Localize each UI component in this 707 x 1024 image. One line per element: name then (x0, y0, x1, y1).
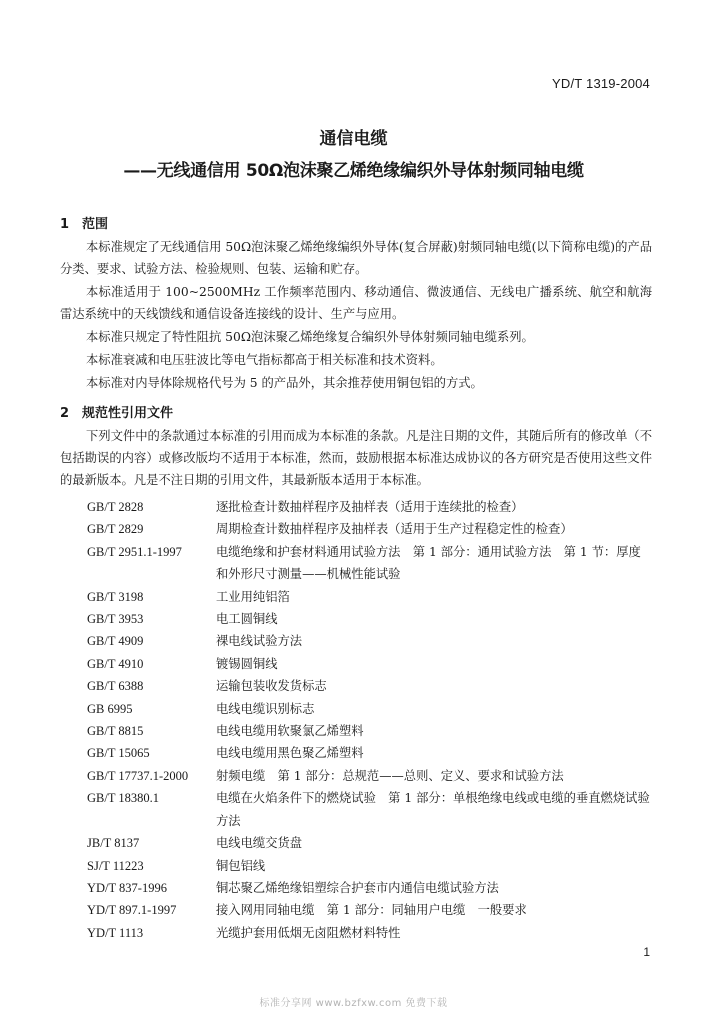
reference-item (87, 518, 653, 540)
reference-code: GB/T 4910 (87, 656, 144, 671)
reference-code: YD/T 1113 (87, 925, 144, 940)
reference-title: 周期检查计数抽样程序及抽样表（适用于生产过程稳定性的检查） (216, 522, 573, 537)
reference-item (87, 922, 653, 944)
reference-code: GB/T 6388 (87, 679, 144, 694)
reference-title: 逐批检查计数抽样程序及抽样表（适用于连续批的检查） (216, 500, 524, 514)
reference-code: GB/T 8815 (87, 724, 144, 739)
reference-code: JB/T 8137 (87, 836, 140, 851)
reference-code: GB/T 18380.1 (87, 791, 159, 806)
section-1-paragraph-1: 本标准规定了无线通信用 50Ω泡沫聚乙烯绝缘编织外导体(复合屏蔽)射频同轴电缆(以下简称电缆)的产品分类、要求、试验方法、检验规则、包装、运输和贮存。 (60, 240, 652, 276)
reference-list (87, 496, 653, 944)
reference-code: GB/T 2828 (87, 500, 144, 514)
watermark: 标准分享网 www.bzfxw.com 免费下载 (259, 998, 448, 1009)
reference-title: 电缆在火焰条件下的燃烧试验 第 1 部分：单根绝缘电线或电缆的垂直燃烧试验方法 (216, 791, 650, 828)
reference-item (87, 698, 653, 720)
reference-title: 电工圆铜线 (216, 612, 278, 627)
reference-title: 铜芯聚乙烯绝缘铝塑综合护套市内通信电缆试验方法 (216, 880, 499, 895)
section-1-paragraph-3: 本标准只规定了特性阻抗 50Ω泡沫聚乙烯绝缘复合编织外导体射频同轴电缆系列。 (86, 330, 534, 344)
reference-item (87, 630, 653, 652)
section-1-title: 范围 (82, 217, 109, 232)
reference-item (87, 675, 653, 697)
section-1-number: 1 (60, 217, 70, 232)
reference-item (87, 832, 653, 854)
section-2-title: 规范性引用文件 (82, 406, 174, 421)
reference-title: 电线电缆交货盘 (216, 836, 303, 851)
title-subtitle: ——无线通信用 50Ω泡沫聚乙烯绝缘编织外导体射频同轴电缆 (123, 161, 584, 181)
reference-item (87, 877, 653, 899)
reference-item (87, 586, 653, 608)
reference-item (87, 899, 653, 921)
reference-code: GB 6995 (87, 701, 133, 716)
reference-title: 电缆绝缘和护套材料通用试验方法 第 1 部分：通用试验方法 第 1 节：厚度和外形尺寸测量——机械性能试验 (216, 544, 641, 582)
reference-item (87, 496, 653, 518)
section-2-heading (60, 402, 173, 421)
section-1-paragraph-2: 本标准适用于 100~2500MHz 工作频率范围内、移动通信、微波通信、无线电广播系统、航空和航海雷达系统中的天线馈线和通信设备连接线的设计、生产与应用。 (60, 285, 652, 321)
section-1-paragraph-5: 本标准对内导体除规格代号为 5 的产品外，其余推荐使用铜包铝的方式。 (86, 376, 483, 390)
reference-code: GB/T 3198 (87, 589, 144, 604)
reference-code: GB/T 17737.1-2000 (87, 768, 189, 783)
reference-item (87, 653, 653, 675)
reference-title: 电线电缆用软聚氯乙烯塑料 (216, 724, 364, 739)
reference-code: GB/T 4909 (87, 634, 144, 649)
reference-code: GB/T 3953 (87, 612, 144, 627)
reference-title: 裸电线试验方法 (216, 634, 303, 649)
reference-item (87, 742, 653, 764)
section-1-heading (60, 213, 108, 232)
reference-item (87, 855, 653, 877)
reference-code: YD/T 897.1-1997 (87, 903, 177, 918)
reference-title: 电线电缆识别标志 (216, 701, 315, 716)
reference-title: 运输包装收发货标志 (216, 679, 327, 694)
reference-title: 工业用纯铝箔 (216, 589, 290, 604)
section-2-number: 2 (60, 406, 70, 421)
section-2-intro: 下列文件中的条款通过本标准的引用而成为本标准的条款。凡是注日期的文件，其随后所有的修改单（不包括勘误的内容）或修改版均不适用于本标准，然而，鼓励根据本标准达成协议的各方研究是否使用这些文件的最新版本。凡是不注日期的引用文件，其最新版本适用于本标准。 (60, 429, 652, 487)
reference-code: GB/T 2951.1-1997 (87, 544, 182, 559)
reference-item (87, 541, 653, 586)
reference-code: GB/T 15065 (87, 746, 150, 761)
reference-title: 接入网用同轴电缆 第 1 部分：同轴用户电缆 一般要求 (216, 903, 527, 918)
document-code: YD/T 1319-2004 (552, 76, 650, 91)
reference-title: 光缆护套用低烟无卤阻燃材料特性 (216, 925, 401, 940)
section-1-paragraph-4: 本标准衰减和电压驻波比等电气指标都高于相关标准和技术资料。 (86, 353, 443, 367)
reference-item (87, 720, 653, 742)
reference-title: 铜包铝线 (216, 858, 266, 873)
reference-code: SJ/T 11223 (87, 858, 144, 873)
reference-title: 电线电缆用黑色聚乙烯塑料 (216, 746, 364, 761)
reference-code: YD/T 837-1996 (87, 880, 167, 895)
reference-item (87, 765, 653, 787)
reference-item (87, 787, 653, 832)
page-number: 1 (643, 945, 650, 959)
reference-title: 镀锡圆铜线 (216, 656, 278, 671)
title-main: 通信电缆 (319, 129, 388, 149)
reference-code: GB/T 2829 (87, 522, 144, 537)
reference-item (87, 608, 653, 630)
reference-title: 射频电缆 第 1 部分：总规范——总则、定义、要求和试验方法 (216, 768, 564, 783)
